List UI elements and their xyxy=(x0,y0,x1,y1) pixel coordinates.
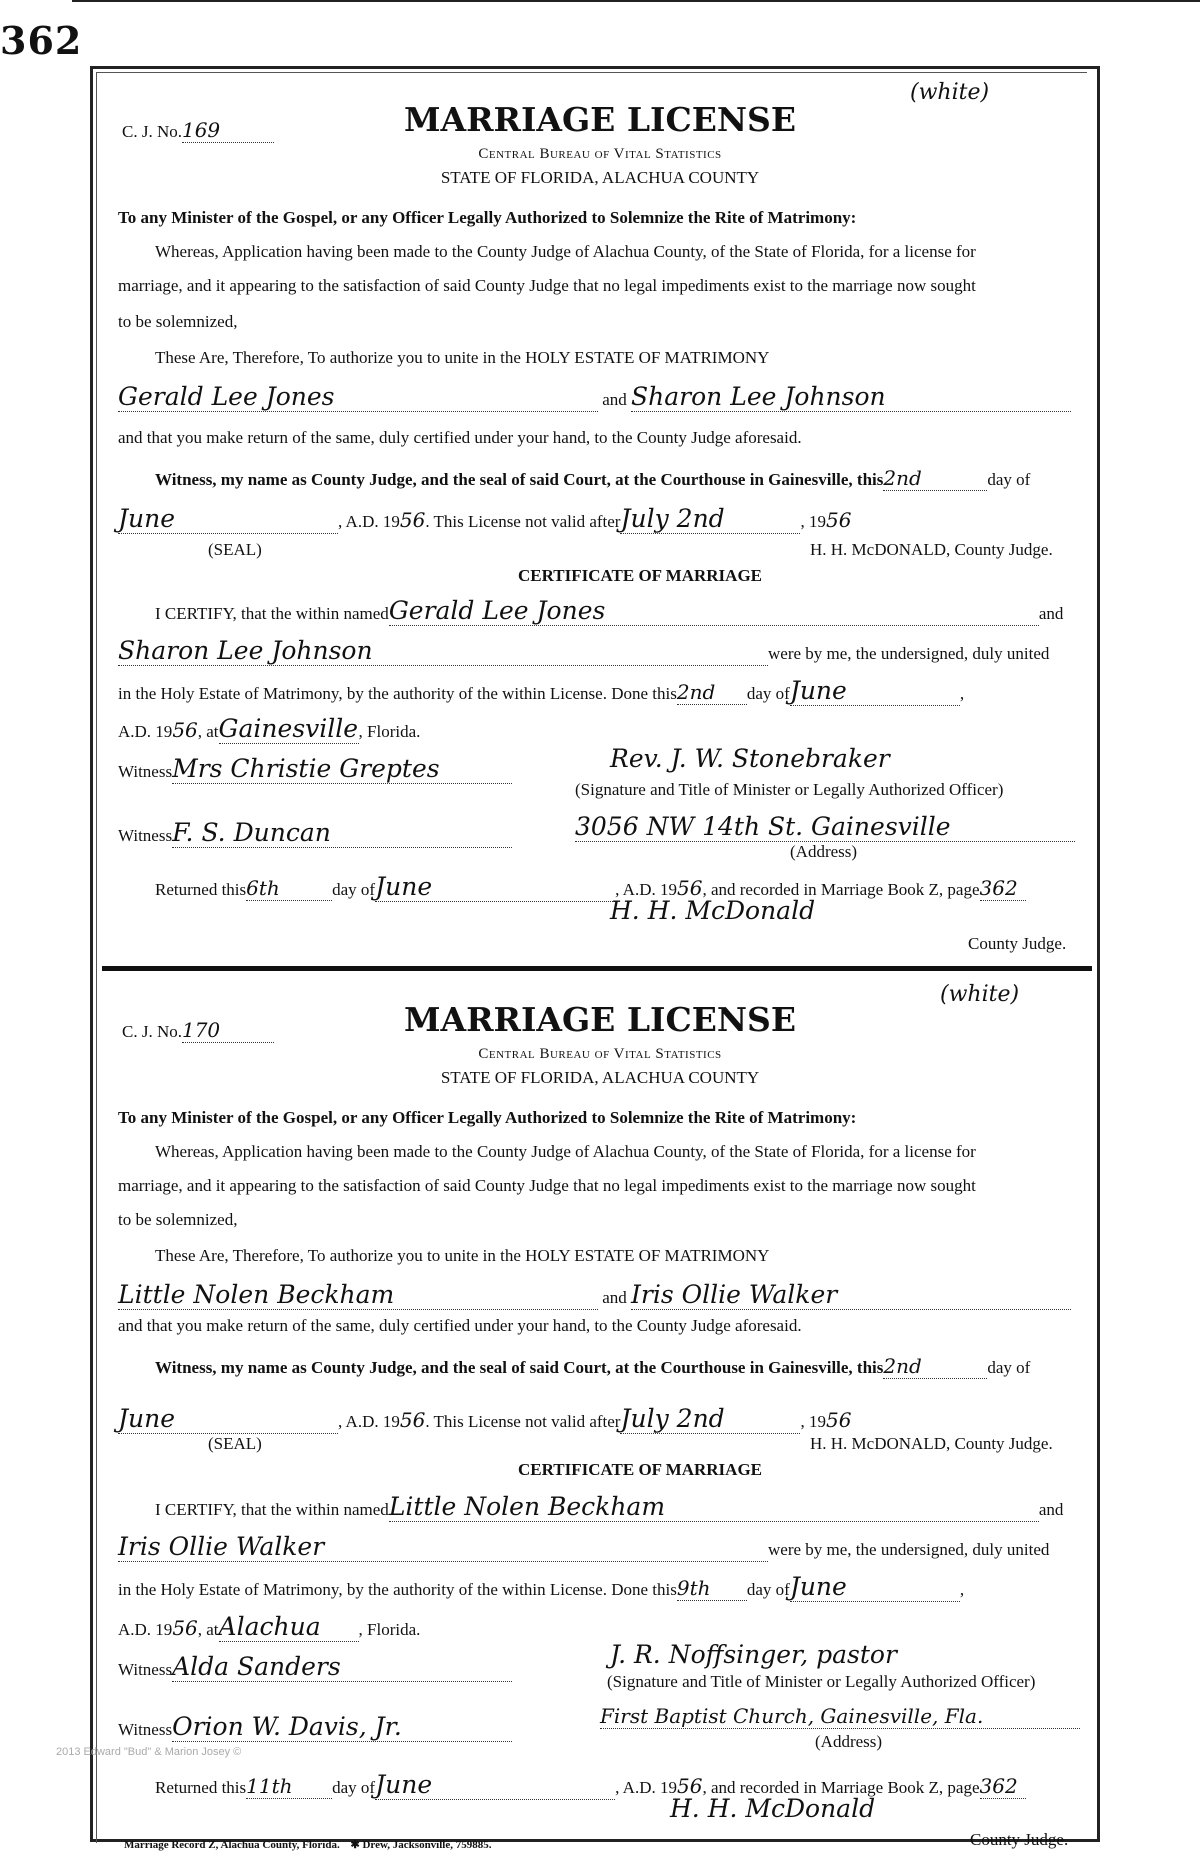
returned-year: 56 xyxy=(676,1774,703,1798)
witness-1-line xyxy=(118,1652,512,1682)
done-month: June xyxy=(789,676,847,705)
certificate-title: CERTIFICATE OF MARRIAGE xyxy=(517,1460,763,1479)
at-label: , at xyxy=(197,1620,219,1639)
recorded-prefix: , A.D. 19 xyxy=(615,1778,677,1797)
expiry-year: 56 xyxy=(825,1408,852,1432)
certify-text: I CERTIFY, that the within named xyxy=(155,1500,389,1519)
ad-prefix: A.D. 19 xyxy=(118,1620,173,1639)
returned-day-of: day of xyxy=(332,880,376,899)
footer-record-label: Marriage Record Z, Alachua County, Florida. xyxy=(124,1839,340,1851)
marriage-place: Gainesville xyxy=(218,714,359,743)
done-year: 56 xyxy=(172,1616,198,1640)
issue-day: 2nd xyxy=(883,1354,922,1378)
certify-line xyxy=(155,1492,1063,1522)
officiant-address: 3056 NW 14th St. Gainesville xyxy=(575,812,951,841)
these-are-line: These Are, Therefore, To authorize you to unite in the HOLY ESTATE OF MATRIMONY xyxy=(155,348,770,367)
officiant-signature: J. R. Noffsinger, pastor xyxy=(610,1640,897,1669)
officiant-address-line xyxy=(600,1704,1080,1729)
footer xyxy=(124,1838,491,1851)
expiry-date: July 2nd xyxy=(620,1404,725,1433)
officiant-address: First Baptist Church, Gainesville, Fla. xyxy=(600,1704,984,1728)
cj-number: 169 xyxy=(181,118,221,142)
state-county: STATE OF FLORIDA, ALACHUA COUNTY xyxy=(440,1068,760,1087)
record-page: 362 xyxy=(979,876,1018,900)
bride-name: Iris Ollie Walker xyxy=(631,1280,838,1309)
returned-label: Returned this xyxy=(155,880,247,899)
witness-label: Witness xyxy=(118,826,173,845)
bureau-subtitle: Central Bureau of Vital Statistics xyxy=(478,1046,722,1062)
issue-day: 2nd xyxy=(883,466,922,490)
cj-label: C. J. No. xyxy=(122,122,182,141)
day-of-label: day of xyxy=(987,1358,1031,1377)
couple-line xyxy=(118,1280,1071,1310)
race-note: (white) xyxy=(940,982,1020,1007)
officiant-caption: (Signature and Title of Minister or Legally Authorized Officer) xyxy=(575,780,1004,799)
license-divider xyxy=(102,966,1092,971)
whereas-line-2: marriage, and it appearing to the satisfaction of said County Judge that no legal impediments exist to the marriage now sought xyxy=(118,1176,976,1195)
judge-signature: H. H. McDonald xyxy=(670,1794,876,1823)
returned-line xyxy=(155,1770,1026,1800)
witness-judge-text: Witness, my name as County Judge, and the seal of said Court, at the Courthouse in Gainesville, this xyxy=(155,1358,884,1377)
cj-number: 170 xyxy=(181,1018,221,1042)
returned-day-of: day of xyxy=(332,1778,376,1797)
not-valid-label: . This License not valid after xyxy=(425,1412,621,1431)
witness-1-line xyxy=(118,754,512,784)
witness-2-name: Orion W. Davis, Jr. xyxy=(172,1712,402,1741)
witness-label: Witness xyxy=(118,762,173,781)
done-year: 56 xyxy=(172,718,198,742)
holy-estate-line: in the Holy Estate of Matrimony, by the authority of the within License. Done this2nd day ofJune , xyxy=(118,676,965,705)
whereas-line-3: to be solemnized, xyxy=(118,312,238,331)
expiry-prefix: , 19 xyxy=(800,1412,826,1431)
couple-line xyxy=(118,382,1071,412)
officiant-signature: Rev. J. W. Stonebraker xyxy=(610,744,890,773)
witness-2-line xyxy=(118,818,512,848)
returned-day: 11th xyxy=(246,1774,293,1798)
cert-groom-name: Little Nolen Beckham xyxy=(388,1492,666,1521)
page-number: 362 xyxy=(0,18,83,63)
judge-title: H. H. McDONALD, County Judge. xyxy=(810,1434,1053,1453)
witness-judge-line xyxy=(155,1354,1030,1379)
done-day: 9th xyxy=(676,1576,711,1600)
done-day-of: day of xyxy=(746,684,790,703)
witness-judge-text: Witness, my name as County Judge, and the seal of said Court, at the Courthouse in Gainesville, this xyxy=(155,470,884,489)
judge-signature: H. H. McDonald xyxy=(610,896,816,925)
recorded-text: , and recorded in Marriage Book Z, page xyxy=(702,880,980,899)
marriage-place: Alachua xyxy=(218,1612,321,1641)
cert-bride-name: Sharon Lee Johnson xyxy=(118,636,373,665)
whereas-line-3: to be solemnized, xyxy=(118,1210,238,1229)
printer-mark-icon: ✱ xyxy=(350,1839,360,1851)
holy-estate-text: in the Holy Estate of Matrimony, by the authority of the within License. Done this xyxy=(118,1580,677,1599)
returned-year: 56 xyxy=(676,876,703,900)
bride-name: Sharon Lee Johnson xyxy=(631,382,886,411)
county-judge-label: County Judge. xyxy=(970,1830,1069,1849)
done-day: 2nd xyxy=(676,680,716,704)
returned-line xyxy=(155,872,1026,902)
witness-1-name: Alda Sanders xyxy=(172,1652,341,1681)
seal-label: (SEAL) xyxy=(208,1434,262,1453)
issue-year: 56 xyxy=(399,1408,426,1432)
issue-year: 56 xyxy=(399,508,426,532)
returned-month: June xyxy=(375,872,433,901)
address-line: To any Minister of the Gospel, or any Officer Legally Authorized to Solemnize the Rite of Matrimony: xyxy=(118,1108,857,1127)
issue-date-line xyxy=(118,504,851,534)
issue-date-line xyxy=(118,1404,851,1434)
ad-label: , A.D. 19 xyxy=(338,1412,400,1431)
groom-name: Little Nolen Beckham xyxy=(118,1280,395,1309)
address-caption: (Address) xyxy=(790,842,858,861)
footer-printer-label: Drew, Jacksonville, 759885. xyxy=(362,1839,492,1851)
top-rule xyxy=(72,0,1200,2)
cert-bride-line xyxy=(118,1532,1049,1562)
at-label: , at xyxy=(197,722,219,741)
certificate-title: CERTIFICATE OF MARRIAGE xyxy=(517,566,763,585)
license-title: MARRIAGE LICENSE xyxy=(403,1000,797,1039)
these-are-line: These Are, Therefore, To authorize you to unite in the HOLY ESTATE OF MATRIMONY xyxy=(155,1246,770,1265)
florida-label: , Florida. xyxy=(358,722,421,741)
return-line: and that you make return of the same, duly certified under your hand, to the County Judge aforesaid. xyxy=(118,428,802,447)
bureau-subtitle: Central Bureau of Vital Statistics xyxy=(478,146,722,162)
ad-label: , A.D. 19 xyxy=(338,512,400,531)
recorded-text: , and recorded in Marriage Book Z, page xyxy=(702,1778,980,1797)
holy-estate-text: in the Holy Estate of Matrimony, by the authority of the within License. Done this xyxy=(118,684,677,703)
certify-text: I CERTIFY, that the within named xyxy=(155,604,389,623)
return-line: and that you make return of the same, duly certified under your hand, to the County Judge aforesaid. xyxy=(118,1316,802,1335)
expiry-year: 56 xyxy=(825,508,852,532)
address-line: To any Minister of the Gospel, or any Officer Legally Authorized to Solemnize the Rite of Matrimony: xyxy=(118,208,857,227)
done-day-of: day of xyxy=(746,1580,790,1599)
groom-name: Gerald Lee Jones xyxy=(118,382,335,411)
judge-title: H. H. McDONALD, County Judge. xyxy=(810,540,1053,559)
place-line xyxy=(118,714,420,744)
ad-prefix: A.D. 19 xyxy=(118,722,173,741)
witness-judge-line xyxy=(155,466,1030,491)
cert-and-label: and xyxy=(1038,604,1064,623)
witness-1-name: Mrs Christie Greptes xyxy=(172,754,440,783)
cert-and-label: and xyxy=(1038,1500,1064,1519)
cj-label: C. J. No. xyxy=(122,1022,182,1041)
florida-label: , Florida. xyxy=(358,1620,421,1639)
whereas-line-2: marriage, and it appearing to the satisfaction of said County Judge that no legal impediments exist to the marriage now sought xyxy=(118,276,976,295)
officiant-caption: (Signature and Title of Minister or Legally Authorized Officer) xyxy=(607,1672,1036,1691)
record-page: 362 xyxy=(979,1774,1018,1798)
license-title: MARRIAGE LICENSE xyxy=(403,100,797,139)
witness-2-name: F. S. Duncan xyxy=(172,818,331,847)
done-month: June xyxy=(789,1572,847,1601)
expiry-date: July 2nd xyxy=(620,504,725,533)
day-of-label: day of xyxy=(987,470,1031,489)
state-county: STATE OF FLORIDA, ALACHUA COUNTY xyxy=(440,168,760,187)
issue-month: June xyxy=(118,1404,176,1433)
not-valid-label: . This License not valid after xyxy=(425,512,621,531)
officiant-address-line xyxy=(575,812,1075,842)
witness-label: Witness xyxy=(118,1660,173,1679)
cert-bride-name: Iris Ollie Walker xyxy=(118,1532,325,1561)
issue-month: June xyxy=(118,504,176,533)
returned-day: 6th xyxy=(246,876,280,900)
returned-month: June xyxy=(375,1770,433,1799)
race-note: (white) xyxy=(910,80,990,105)
expiry-prefix: , 19 xyxy=(800,512,826,531)
recorded-prefix: , A.D. 19 xyxy=(615,880,677,899)
united-text: were by me, the undersigned, duly united xyxy=(768,644,1050,663)
seal-label: (SEAL) xyxy=(208,540,262,559)
whereas-line-1: Whereas, Application having been made to the County Judge of Alachua County, of the State of Florida, for a license for xyxy=(155,1142,976,1161)
cert-groom-name: Gerald Lee Jones xyxy=(388,596,606,625)
certify-line xyxy=(155,596,1063,626)
witness-label: Witness xyxy=(118,1720,173,1739)
address-caption: (Address) xyxy=(815,1732,883,1751)
cert-bride-line xyxy=(118,636,1049,666)
and-label: and xyxy=(602,1288,627,1307)
returned-label: Returned this xyxy=(155,1778,247,1797)
copyright-watermark: 2013 Edward "Bud" & Marion Josey © xyxy=(56,1746,242,1758)
and-label: and xyxy=(602,390,627,409)
holy-estate-line: in the Holy Estate of Matrimony, by the authority of the within License. Done this9th day ofJune , xyxy=(118,1572,965,1601)
place-line xyxy=(118,1612,420,1642)
whereas-line-1: Whereas, Application having been made to the County Judge of Alachua County, of the State of Florida, for a license for xyxy=(155,242,976,261)
witness-2-line xyxy=(118,1712,512,1742)
county-judge-label: County Judge. xyxy=(968,934,1067,953)
united-text: were by me, the undersigned, duly united xyxy=(768,1540,1050,1559)
